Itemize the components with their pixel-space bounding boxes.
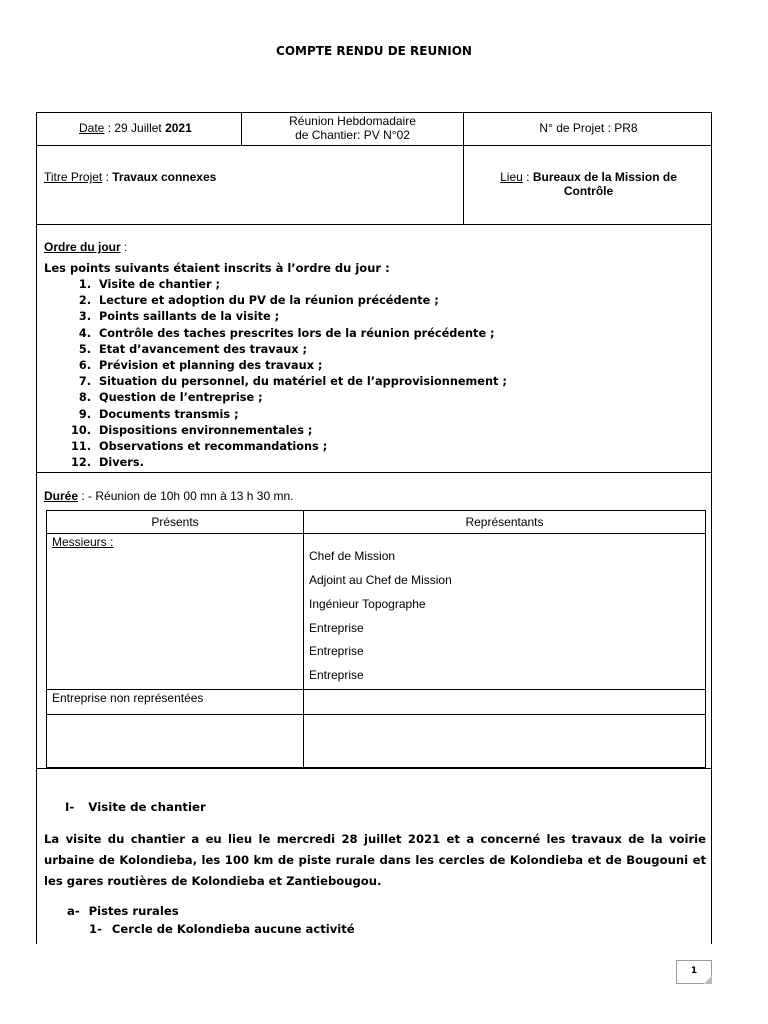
agenda-item: 10. Dispositions environnementales ; xyxy=(70,423,313,437)
agenda-item: 2. Lecture et adoption du PV de la réunion précédente ; xyxy=(78,294,439,308)
agenda-item: 7. Situation du personnel, du matériel et de l’approvisionnement ; xyxy=(78,375,507,389)
date-label: Date xyxy=(79,121,105,135)
section-paragraph: La visite du chantier a eu lieu le mercredi 28 juillet 2021 et a concerné les travaux de la voirie urbaine de Kolondieba, les 100 km de piste rurale dans les cercles de Kolondieba et de Bougouni et les gares routières de Kolondieba et Zantiebougou. xyxy=(44,832,706,888)
representative-item: Entreprise xyxy=(309,621,364,635)
row-divider xyxy=(37,472,711,473)
subsection-number: a- xyxy=(67,904,80,918)
row-divider xyxy=(37,224,711,225)
agenda-item: 8. Question de l’entreprise ; xyxy=(78,391,263,405)
table-row-divider xyxy=(47,533,705,534)
page-number-badge: 1 xyxy=(676,960,712,984)
meeting-report-frame xyxy=(36,112,712,944)
duration-label: Durée xyxy=(44,489,79,503)
date-value: 29 Juillet xyxy=(114,121,166,135)
attendance-table xyxy=(46,510,706,768)
project-title-value: Travaux connexes xyxy=(112,170,217,184)
agenda-item: 9. Documents transmis ; xyxy=(78,407,239,421)
location-value-line1: Bureaux de la Mission de xyxy=(532,170,677,184)
agenda-item: 12. Divers. xyxy=(70,456,144,470)
location-value-line2: Contrôle xyxy=(563,184,614,198)
agenda-list xyxy=(67,277,507,471)
agenda-item: 5. Etat d’avancement des travaux ; xyxy=(78,342,308,356)
meeting-date xyxy=(79,121,192,135)
subsection-heading xyxy=(67,904,179,918)
meeting-type-line2: de Chantier: PV N°02 xyxy=(295,128,410,142)
date-year: 2021 xyxy=(165,121,192,135)
meeting-type xyxy=(242,114,463,142)
project-title xyxy=(44,170,216,184)
column-header-representing: Représentants xyxy=(465,515,544,529)
table-col-divider xyxy=(303,511,304,767)
column-header-present: Présents xyxy=(151,515,199,529)
project-number: N° de Projet : PR8 xyxy=(539,121,638,135)
representative-item: Ingénieur Topographe xyxy=(309,597,426,611)
document-title: COMPTE RENDU DE REUNION xyxy=(276,44,472,58)
representative-item: Entreprise xyxy=(309,668,364,682)
date-separator: : xyxy=(104,121,115,135)
location-separator: : xyxy=(522,170,533,184)
agenda-item: 6. Prévision et planning des travaux ; xyxy=(78,358,323,372)
agenda-heading-text: Ordre du jour xyxy=(44,240,121,254)
agenda-item: 4. Contrôle des taches prescrites lors de la réunion précédente ; xyxy=(78,326,495,340)
table-row-divider xyxy=(47,714,705,715)
agenda-heading xyxy=(44,240,127,254)
sub-item-text: Cercle de Kolondieba aucune activité xyxy=(111,922,355,936)
not-represented-label: Entreprise non représentées xyxy=(52,691,204,705)
section-number: I- xyxy=(65,800,75,814)
section-heading xyxy=(65,800,206,814)
sub-item-number: 1- xyxy=(89,922,102,936)
agenda-item: 11. Observations et recommandations ; xyxy=(70,439,328,453)
messieurs-label: Messieurs : xyxy=(52,535,114,549)
agenda-intro: Les points suivants étaient inscrits à l’ordre du jour : xyxy=(44,261,390,275)
section-heading-text: Visite de chantier xyxy=(88,800,206,814)
row-divider xyxy=(37,768,711,769)
agenda-heading-separator: : xyxy=(120,240,128,254)
agenda-item: 3. Points saillants de la visite ; xyxy=(78,310,280,324)
project-title-label: Titre Projet xyxy=(44,170,103,184)
project-title-separator: : xyxy=(102,170,113,184)
duration-text: : - Réunion de 10h 00 mn à 13 h 30 mn. xyxy=(78,489,294,503)
representative-item: Entreprise xyxy=(309,644,364,658)
meeting-duration xyxy=(44,489,294,503)
row-divider xyxy=(37,145,711,146)
meeting-location xyxy=(464,170,713,198)
sub-item xyxy=(89,922,355,936)
representative-item: Adjoint au Chef de Mission xyxy=(309,573,452,587)
meeting-type-line1: Réunion Hebdomadaire xyxy=(289,114,416,128)
table-row-divider xyxy=(47,689,705,690)
agenda-item: 1. Visite de chantier ; xyxy=(78,278,221,291)
representative-item: Chef de Mission xyxy=(309,549,396,563)
subsection-heading-text: Pistes rurales xyxy=(88,904,179,918)
location-label: Lieu xyxy=(500,170,523,184)
